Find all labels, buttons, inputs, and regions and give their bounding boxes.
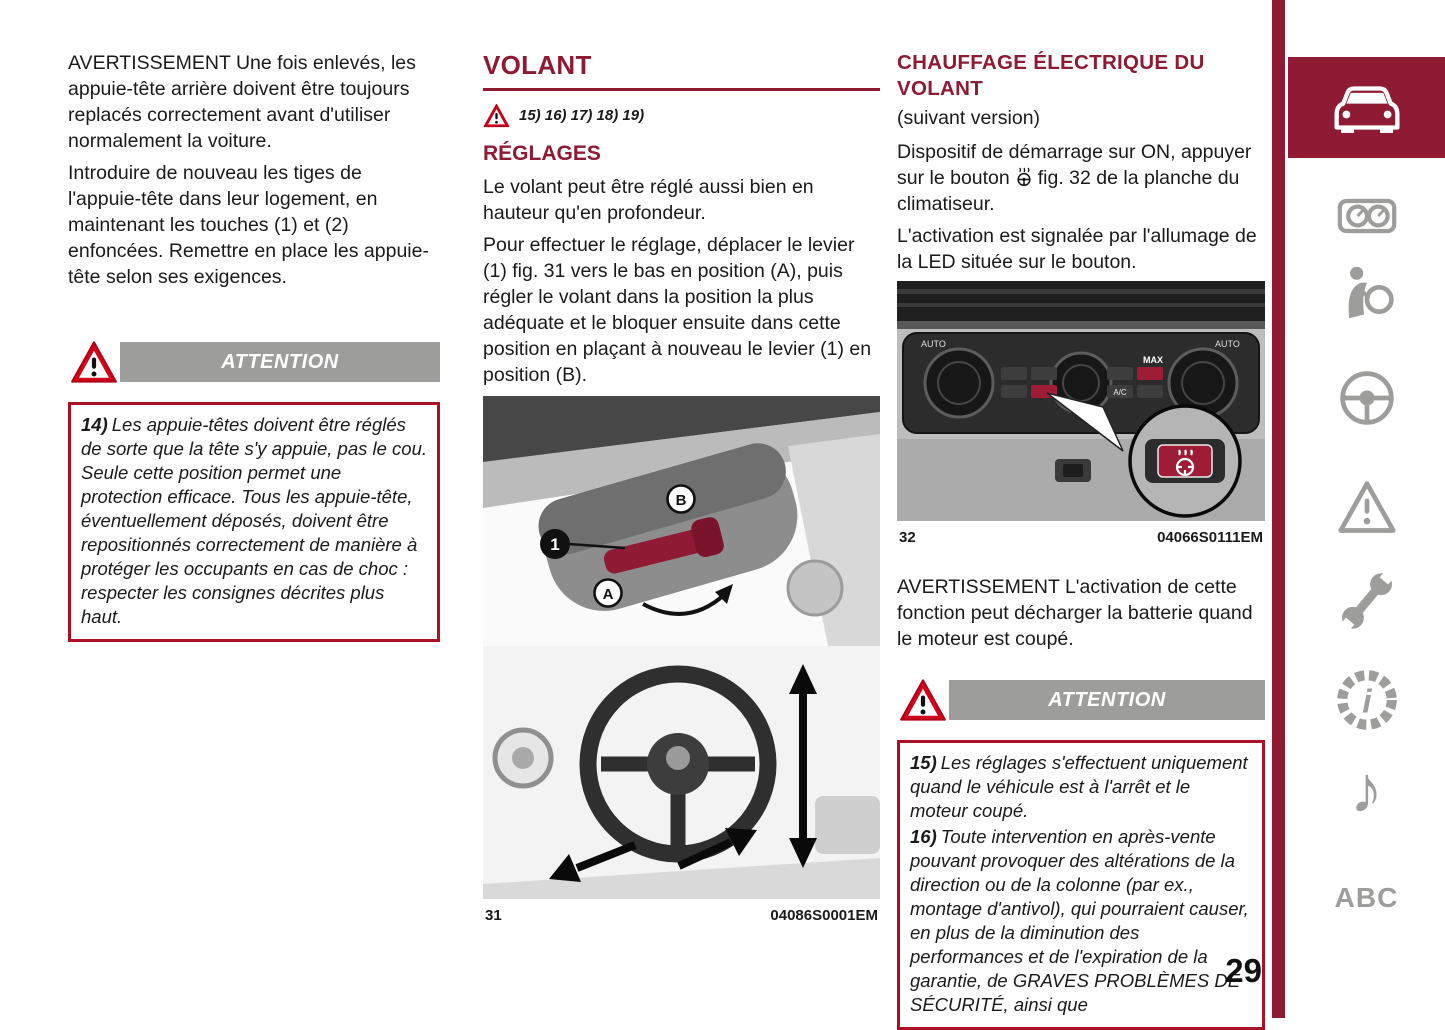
- paragraph-activation: [897, 139, 1265, 217]
- note-text: Les réglages s'effectuent uniquement quand le véhicule est à l'arrêt et le moteur coupé.: [910, 752, 1248, 821]
- figure-32-climate-panel-image: [897, 281, 1265, 521]
- paragraph-activation-text: Dispositif de démarrage sur ON, appuyer sur le bouton: [897, 141, 1252, 189]
- figure-31-caption: [483, 907, 880, 924]
- subtitle-version: (suivant version): [897, 107, 1041, 129]
- sidebar-item-alphabetical-index: [1288, 882, 1445, 914]
- figure-31b-steering-wheel-image: [483, 646, 880, 899]
- warning-ref-numbers: 15) 16) 17) 18) 19): [519, 107, 645, 124]
- callout-a: A: [602, 586, 614, 603]
- warning-triangle-icon: [897, 678, 949, 722]
- panel-label-auto-left: AUTO: [921, 339, 946, 349]
- page-number: 29: [1225, 952, 1262, 989]
- emergency-triangle-icon: [1337, 478, 1397, 538]
- paragraph-battery-warning: AVERTISSEMENT L'activation de cette fonction peut décharger la batterie quand le moteur est coupé.: [897, 576, 1253, 650]
- heated-steering-wheel-button-icon: [1013, 167, 1035, 187]
- sidebar-item-instrument-panel: [1288, 186, 1445, 246]
- figure-code: 04066S0111EM: [1157, 529, 1263, 546]
- airbag-safety-icon: [1337, 262, 1397, 322]
- title-rule: [483, 88, 880, 91]
- sidebar-item-emergency: [1288, 478, 1445, 538]
- column-left: [68, 50, 440, 642]
- music-note-icon: ♪: [1350, 752, 1383, 826]
- note-15: [910, 751, 1252, 823]
- callout-1: 1: [550, 535, 560, 554]
- sidebar-item-driving: [1288, 368, 1445, 428]
- note-14: [81, 413, 427, 629]
- warning-references: [483, 103, 880, 128]
- panel-label-ac: A/C: [1113, 388, 1127, 397]
- note-text: Les appuie-têtes doivent être réglés de sorte que la tête s'y appuie, pas le cou. Seule cette position permet une protection efficace. Tous les appuie-tête, éventuellement déposés, doivent être repositionnés correctement de manière à protéger les occupants en cas de choc : respecter les consignes décrites plus haut.: [81, 414, 428, 627]
- sidebar-item-vehicle-active: [1288, 57, 1445, 158]
- steering-wheel-icon: [1337, 368, 1397, 428]
- callout-b: B: [675, 492, 687, 509]
- figure-code: 04086S0001EM: [770, 907, 878, 924]
- car-icon: [1328, 82, 1406, 134]
- attention-label: ATTENTION: [120, 342, 440, 382]
- column-center: [483, 50, 880, 924]
- abc-index-label: ABC: [1334, 882, 1399, 913]
- note-text: Toute intervention en après-vente pouvant provoquer des altérations de la direction ou de la colonne (par ex., montage d'antivol), qui pourraient causer, en plus de la diminution des performances et de l'expiration de la garantie, de GRAVES PROBLÈMES DE SÉCURITÉ, ainsi que: [910, 826, 1249, 1015]
- info-glyph: i: [1361, 682, 1372, 721]
- sidebar-item-technical-data: [1288, 664, 1445, 736]
- attention-label: ATTENTION: [949, 680, 1265, 720]
- note-ref: 14): [81, 414, 108, 435]
- wrench-icon: [1332, 566, 1402, 636]
- subheading-reglages: RÉGLAGES: [483, 142, 601, 165]
- note-box-14: [68, 402, 440, 642]
- info-gear-icon: [1331, 664, 1403, 736]
- paragraph-adjust-intro: Le volant peut être réglé aussi bien en hauteur qu'en profondeur.: [483, 176, 814, 224]
- section-title-volant: VOLANT: [483, 50, 592, 80]
- sidebar-item-multimedia: [1288, 752, 1445, 826]
- attention-header: [897, 676, 1265, 724]
- figure-31a-steering-column-image: [483, 396, 880, 646]
- paragraph-led: L'activation est signalée par l'allumage de la LED située sur le bouton.: [897, 225, 1257, 273]
- warning-triangle-icon: [483, 103, 510, 128]
- sidebar-item-maintenance: [1288, 566, 1445, 636]
- figure-32: [897, 281, 1265, 546]
- section-title-chauffage: CHAUFFAGE ÉLECTRIQUE DU VOLANT: [897, 51, 1205, 100]
- paragraph-warning-headrests: AVERTISSEMENT Une fois enlevés, les appuie-tête arrière doivent être toujours replacés correctement avant d'utiliser normalement la voiture.: [68, 52, 416, 152]
- note-ref: 15): [910, 752, 937, 773]
- panel-label-max: MAX: [1143, 355, 1163, 365]
- warning-triangle-icon: [68, 340, 120, 384]
- column-right: [897, 50, 1265, 1030]
- figure-32-caption: [897, 529, 1265, 546]
- paragraph-headrest-rods: Introduire de nouveau les tiges de l'appuie-tête dans leur logement, en maintenant les touches (1) et (2) enfoncées. Remettre en place les appuie-tête selon ses exigences.: [68, 162, 429, 288]
- instrument-panel-icon: [1337, 186, 1397, 246]
- note-ref: 16): [910, 826, 937, 847]
- figure-number: 31: [485, 907, 502, 924]
- paragraph-activation-text2: fig. 32 de la planche du climatiseur.: [897, 167, 1240, 215]
- page-edge-red-stripe: [1272, 0, 1285, 1018]
- attention-header: [68, 338, 440, 386]
- sidebar-item-safety: [1288, 262, 1445, 322]
- figure-31: [483, 396, 880, 924]
- paragraph-adjust-procedure: Pour effectuer le réglage, déplacer le levier (1) fig. 31 vers le bas en position (A), puis régler le volant dans la position la plus adéquate et le bloquer ensuite dans cette position en plaçant à nouveau le levier (1) en position (B).: [483, 234, 872, 386]
- panel-label-auto-right: AUTO: [1215, 339, 1240, 349]
- figure-number: 32: [899, 529, 916, 546]
